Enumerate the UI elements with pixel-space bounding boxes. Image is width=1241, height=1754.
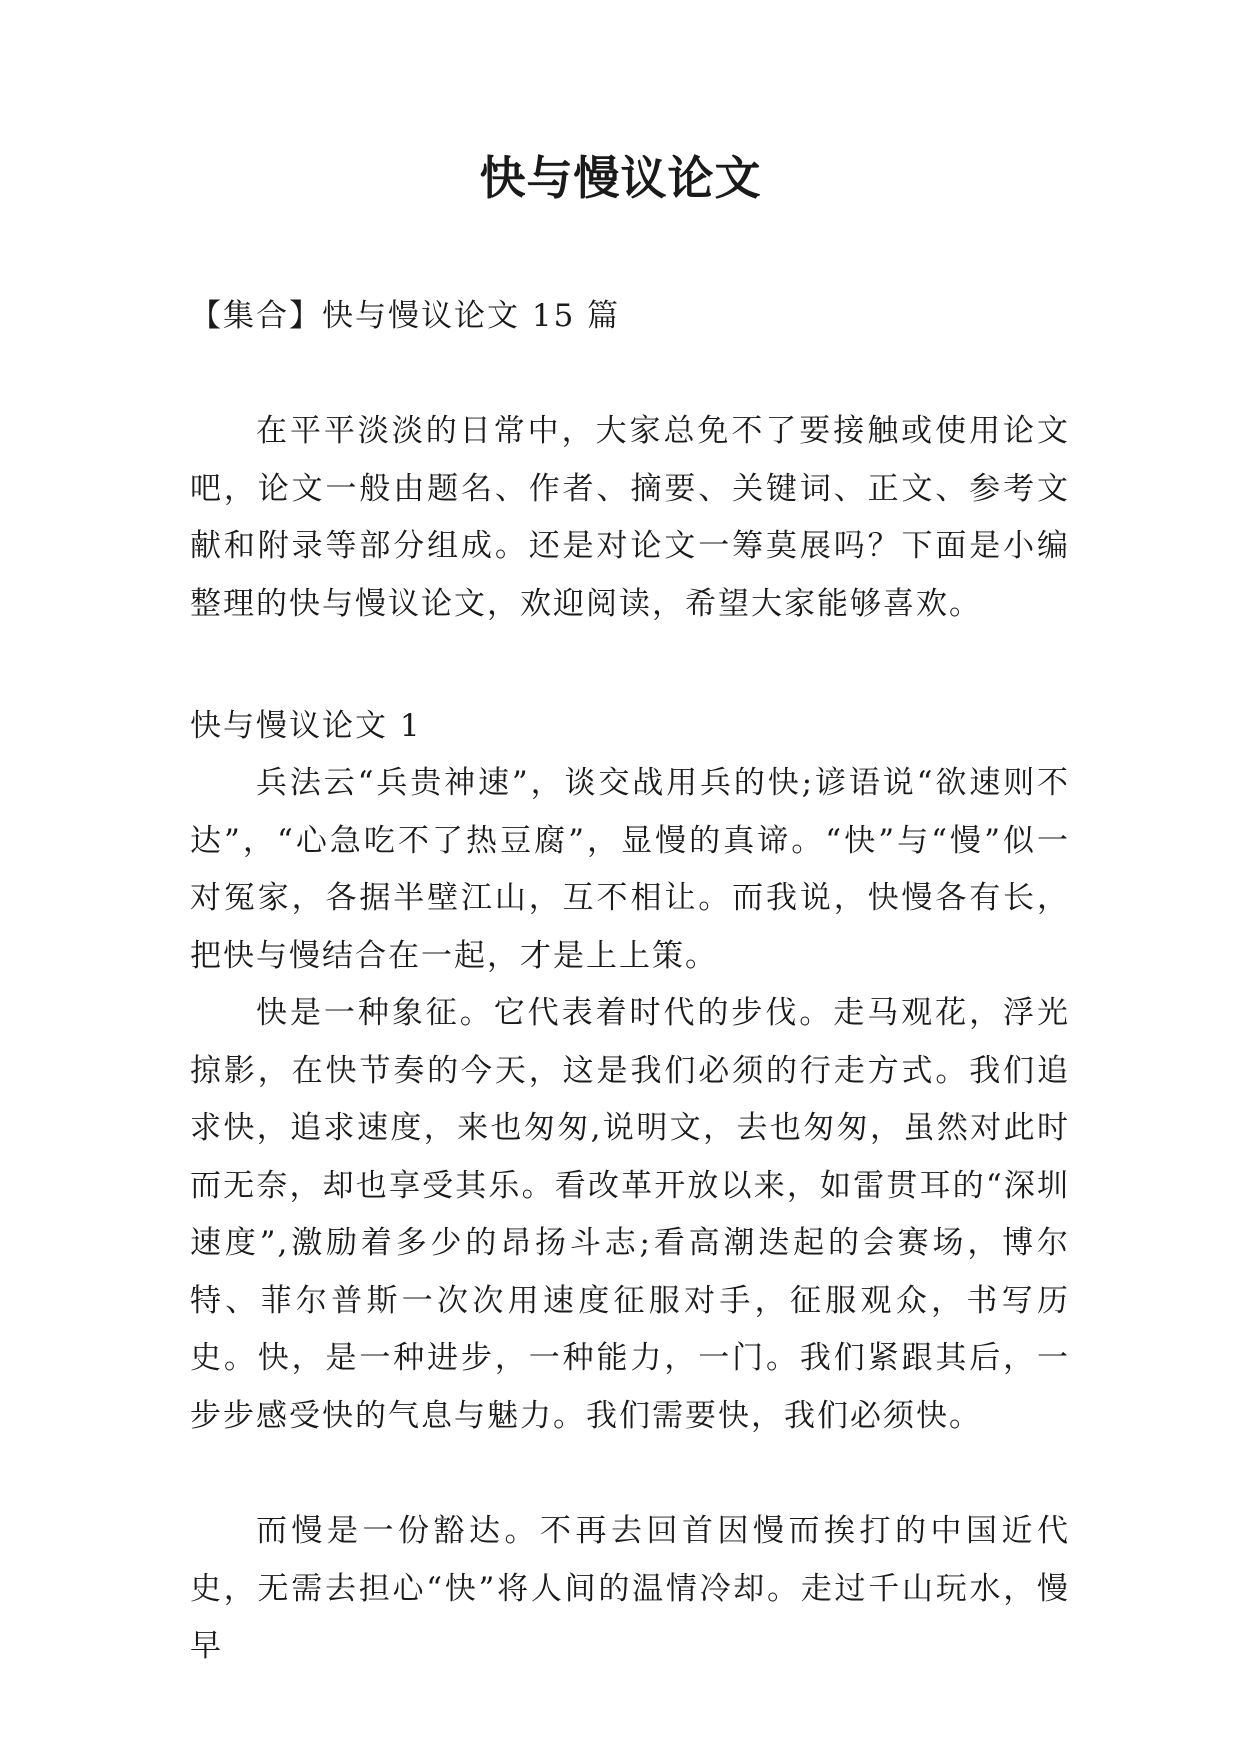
document-subtitle: 【集合】快与慢议论文 15 篇 [190, 298, 621, 334]
body-paragraph: 快是一种象征。它代表着时代的步伐。走马观花，浮光掠影，在快节奏的今天，这是我们必须的行走方式。我们追求快，追求速度，来也匆匆,说明文，去也匆匆，虽然对此时而无奈，却也享受其乐。看改革开放以来，如雷贯耳的“深圳速度”,激励着多少的昂扬斗志;看高潮迭起的会赛场，博尔特、菲尔普斯一次次用速度征服对手，征服观众，书写历史。快，是一种进步，一种能力，一门。我们紧跟其后，一步步感受快的气息与魅力。我们需要快，我们必须快。 [190, 995, 1070, 1434]
document-title: 快与慢议论文 [479, 151, 762, 205]
body-paragraph: 而慢是一份豁达。不再去回首因慢而挨打的中国近代史，无需去担心“快”将人间的温情冷却。走过千山玩水，慢早 [190, 1513, 1070, 1664]
intro-paragraph: 在平平淡淡的日常中，大家总免不了要接触或使用论文吧，论文一般由题名、作者、摘要、关键词、正文、参考文献和附录等部分组成。还是对论文一筹莫展吗？下面是小编整理的快与慢议论文，欢迎阅读，希望大家能够喜欢。 [190, 413, 1070, 622]
section-heading: 快与慢议论文 1 [190, 708, 422, 744]
body-paragraph: 兵法云“兵贵神速”，谈交战用兵的快;谚语说“欲速则不达”，“心急吃不了热豆腐”，显慢的真谛。“快”与“慢”似一对冤家，各据半壁江山，互不相让。而我说，快慢各有长，把快与慢结合在一起，才是上上策。 [190, 765, 1070, 974]
